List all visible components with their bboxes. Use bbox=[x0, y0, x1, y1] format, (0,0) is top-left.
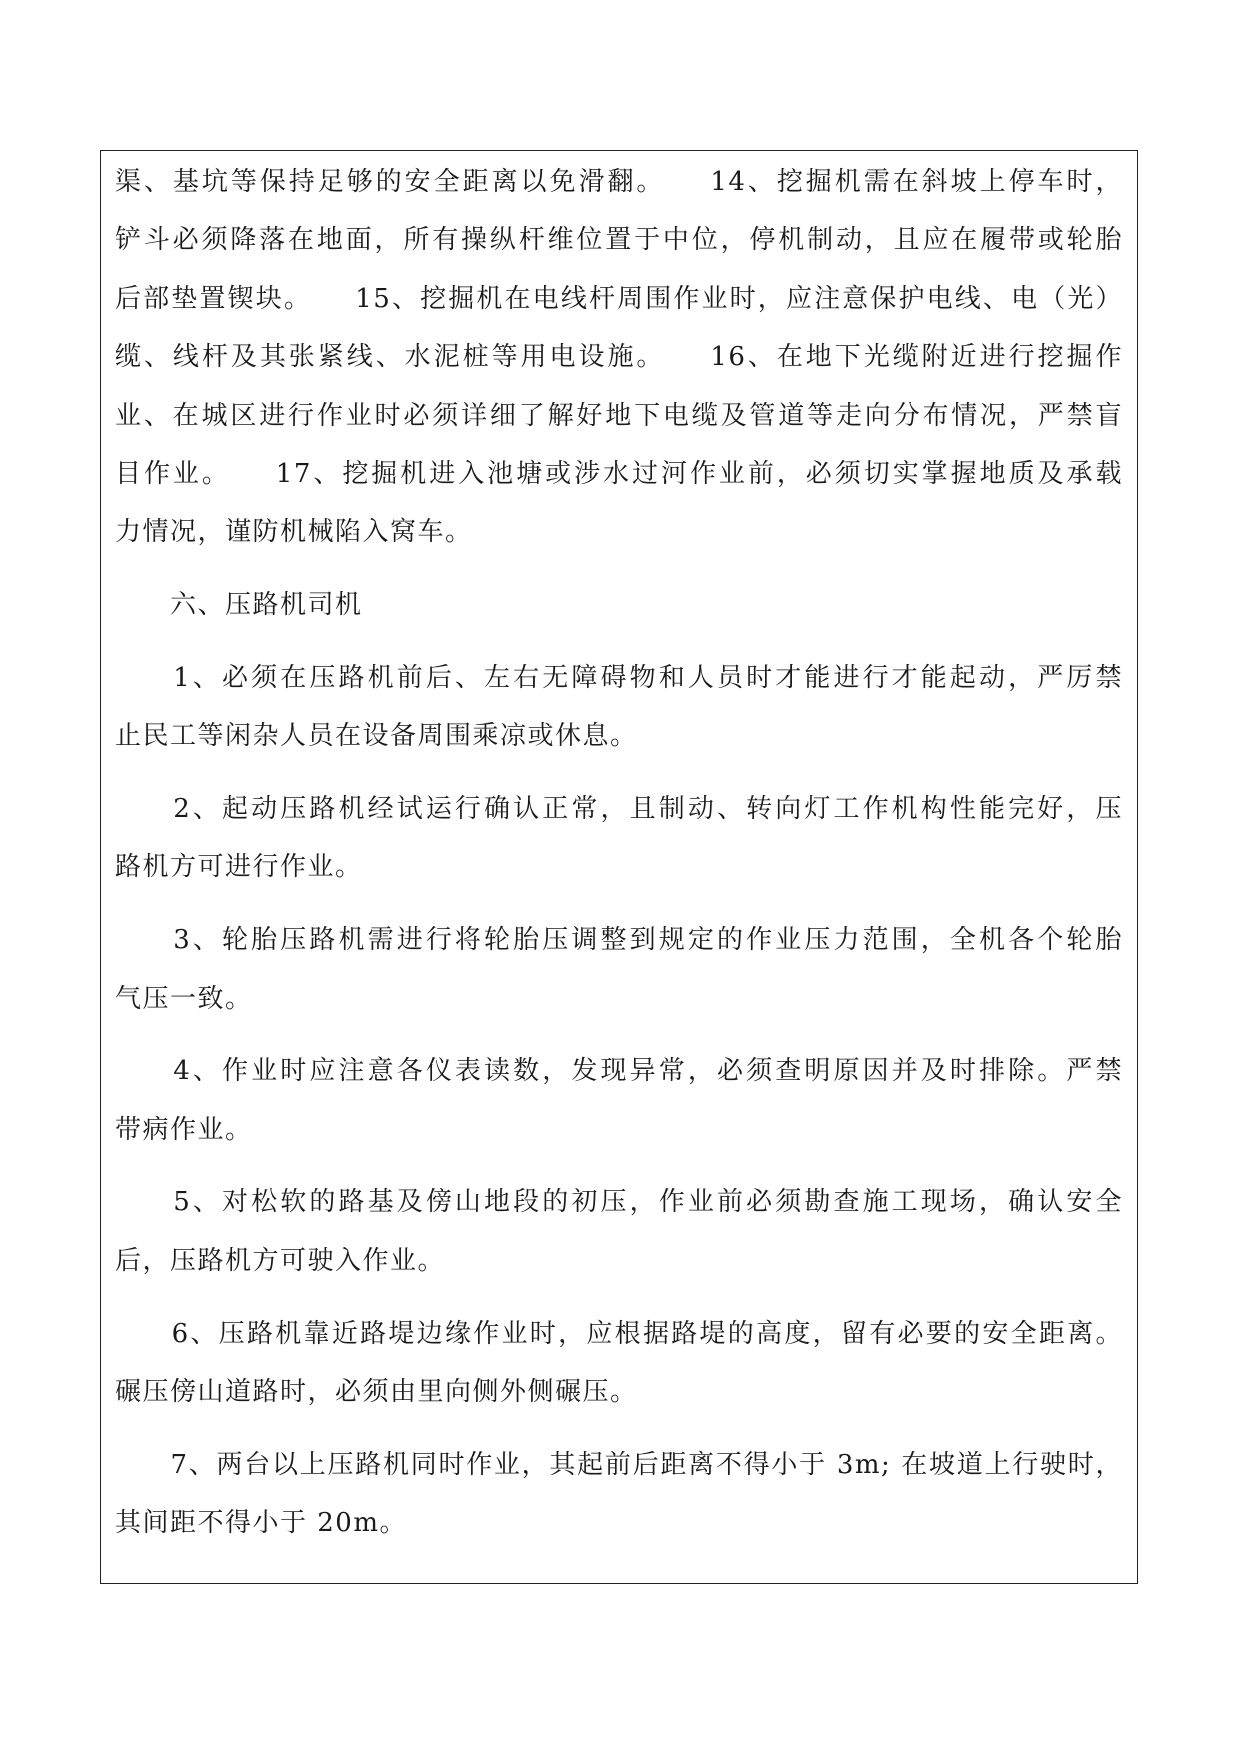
text-line: 铲斗必须降落在地面，所有操纵杆维位置于中位，停机制动，且应在履带或轮胎 bbox=[115, 225, 1123, 255]
document-frame bbox=[100, 150, 1138, 1584]
text-line: 缆、线杆及其张紧线、水泥桩等用电设施。 16、在地下光缆附近进行挖掘作 bbox=[115, 342, 1123, 372]
text-line: 4、作业时应注意各仪表读数，发现异常，必须查明原因并及时排除。严禁 bbox=[115, 1056, 1123, 1086]
text-line: 目作业。 17、挖掘机进入池塘或涉水过河作业前，必须切实掌握地质及承载 bbox=[115, 459, 1123, 489]
text-line: 业、在城区进行作业时必须详细了解好地下电缆及管道等走向分布情况，严禁盲 bbox=[115, 401, 1123, 431]
text-line: 碾压傍山道路时，必须由里向侧外侧碾压。 bbox=[115, 1377, 638, 1407]
text-line: 其间距不得小于 20m。 bbox=[115, 1508, 408, 1538]
text-line: 7、两台以上压路机同时作业，其起前后距离不得小于 3m; 在坡道上行驶时， bbox=[115, 1450, 1123, 1480]
section-heading: 六、压路机司机 bbox=[115, 590, 363, 620]
text-line: 带病作业。 bbox=[115, 1115, 253, 1145]
text-line: 后，压路机方可驶入作业。 bbox=[115, 1246, 446, 1276]
text-line: 路机方可进行作业。 bbox=[115, 852, 363, 882]
text-line: 止民工等闲杂人员在设备周围乘凉或休息。 bbox=[115, 721, 638, 751]
text-line: 3、轮胎压路机需进行将轮胎压调整到规定的作业压力范围，全机各个轮胎 bbox=[115, 925, 1123, 955]
text-line: 5、对松软的路基及傍山地段的初压，作业前必须勘查施工现场，确认安全 bbox=[115, 1187, 1123, 1217]
text-line: 力情况，谨防机械陷入窝车。 bbox=[115, 517, 473, 547]
text-line: 2、起动压路机经试运行确认正常，且制动、转向灯工作机构性能完好，压 bbox=[115, 794, 1123, 824]
text-line: 1、必须在压路机前后、左右无障碍物和人员时才能进行才能起动，严厉禁 bbox=[115, 663, 1123, 693]
text-line: 后部垫置锲块。 15、挖掘机在电线杆周围作业时，应注意保护电线、电（光） bbox=[115, 284, 1123, 314]
text-line: 气压一致。 bbox=[115, 984, 253, 1014]
text-line: 渠、基坑等保持足够的安全距离以免滑翻。 14、挖掘机需在斜坡上停车时， bbox=[115, 167, 1123, 197]
text-line: 6、压路机靠近路堤边缘作业时，应根据路堤的高度，留有必要的安全距离。 bbox=[115, 1319, 1123, 1349]
